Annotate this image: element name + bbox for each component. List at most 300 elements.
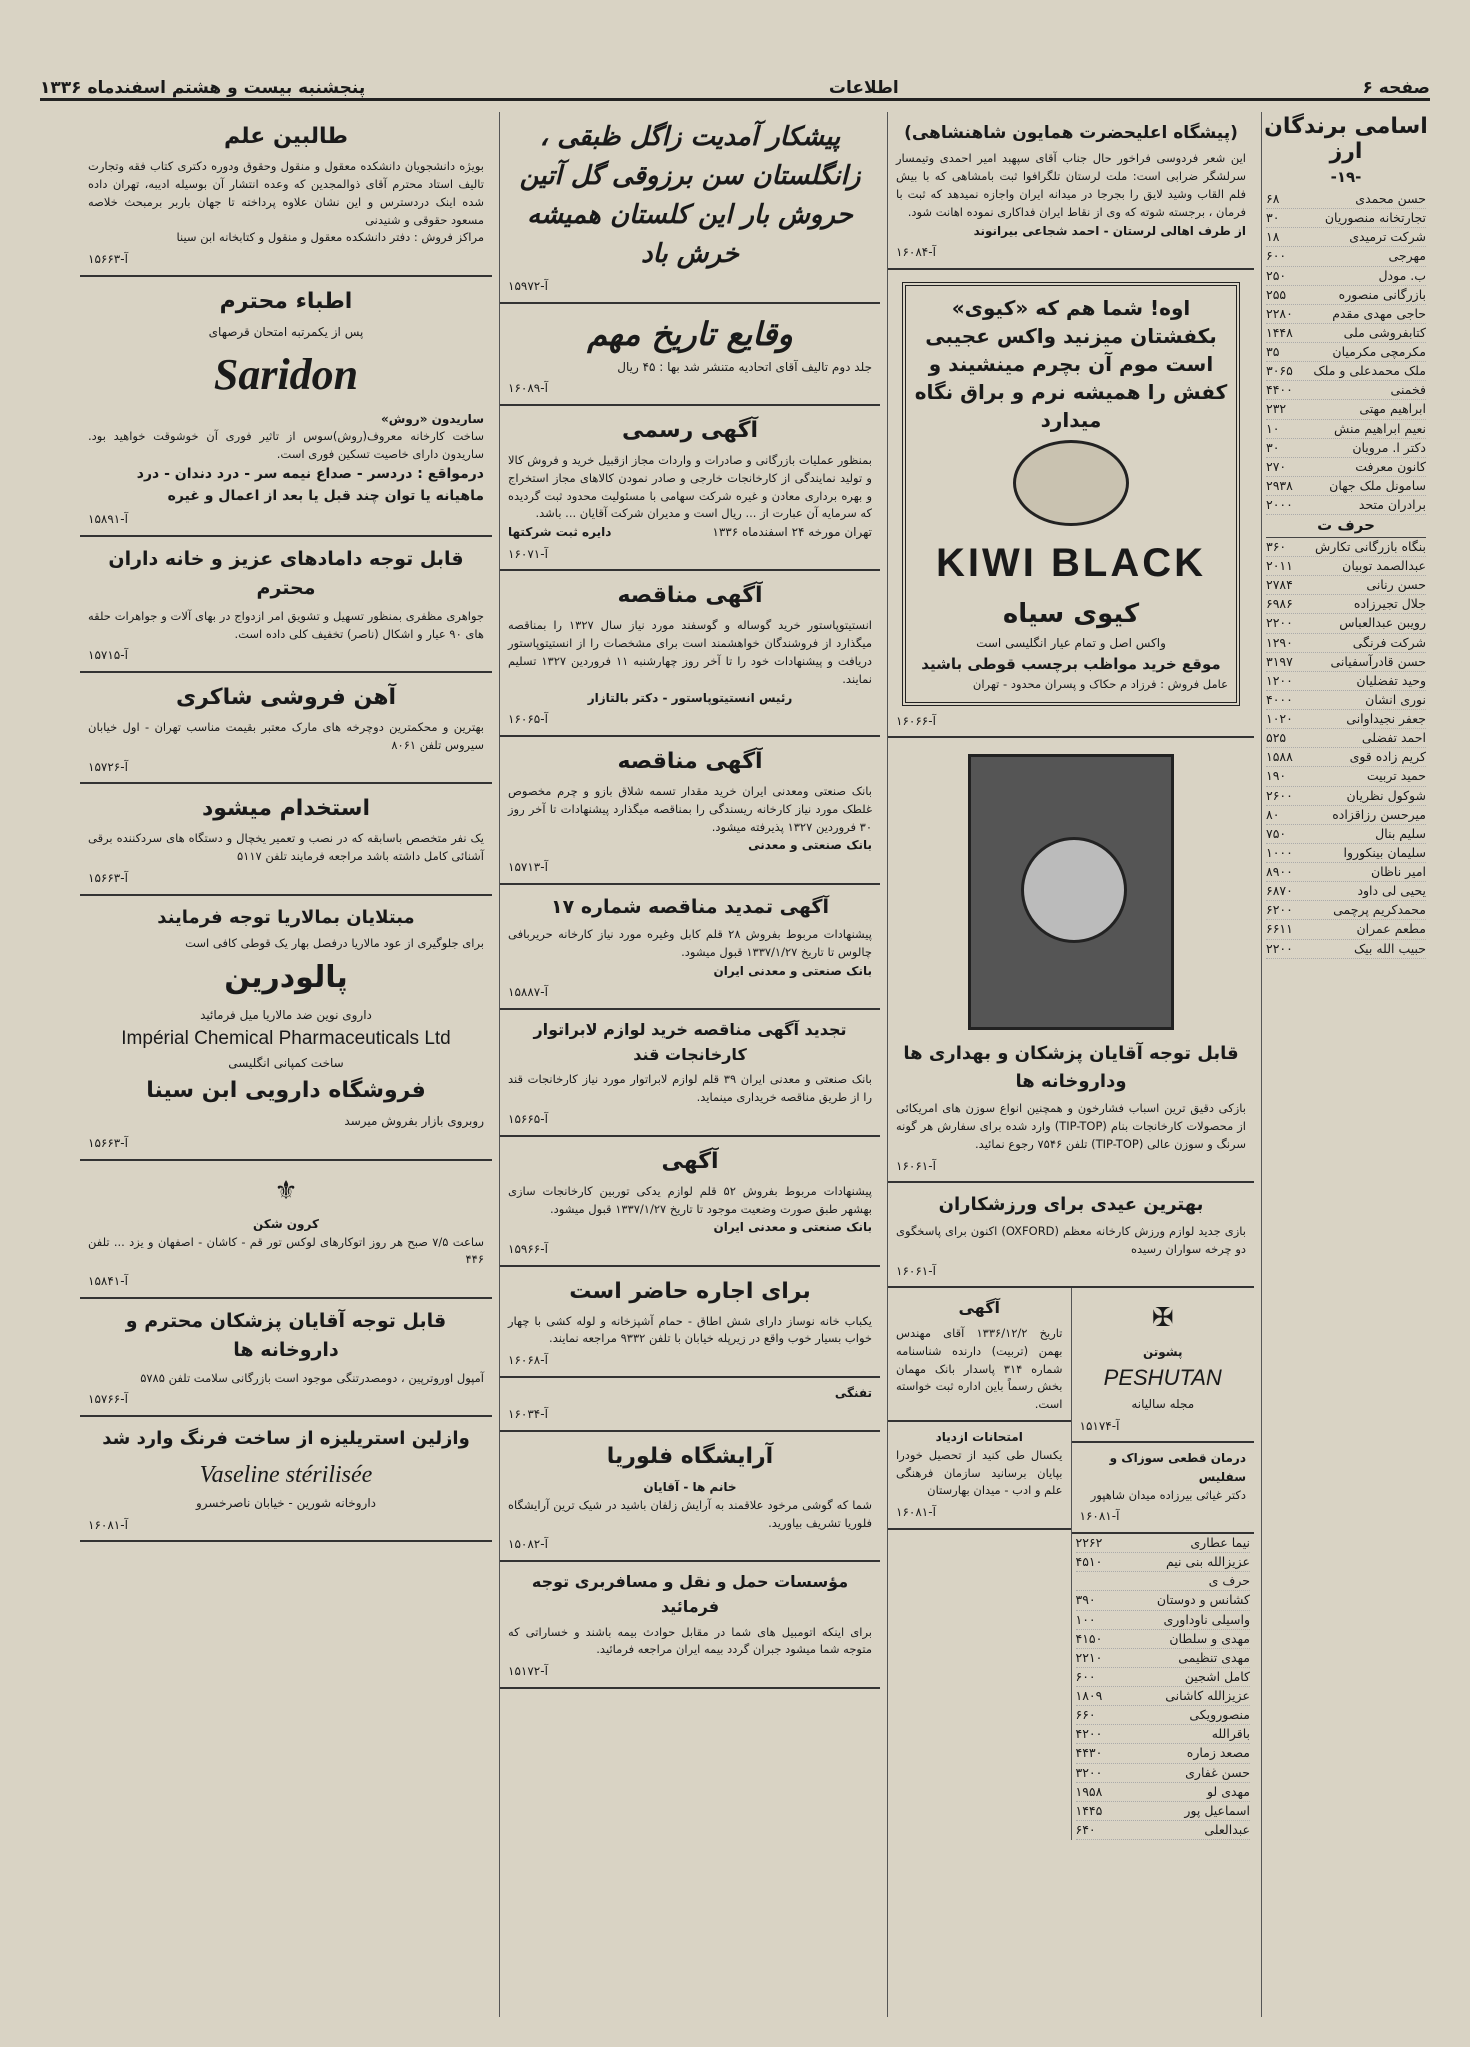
list-item: [1076, 1802, 1251, 1821]
students-title: طالبین علم: [224, 124, 348, 149]
list-item: [1076, 1687, 1251, 1706]
winner-amount: ۲۷۸۴: [1266, 577, 1293, 593]
salon-body: شما که گوشی مرخود علاقمند به آرایش زلفان باشید در شیک ترین آرایشگاه فلوریا تشریف بیاورید.: [508, 1497, 872, 1530]
winner-name: سلیمان بینکوروا: [1343, 844, 1426, 860]
winners-list-3: [1072, 1534, 1255, 1840]
list-item: [1266, 247, 1426, 266]
kiwi-note: واکس اصل و تمام عیار انگلیسی است: [976, 636, 1166, 651]
winner-amount: ۲۶۰۰: [1266, 787, 1293, 803]
ad5-title: آگهی: [661, 1148, 719, 1174]
ici-fa: ساخت کمپانی انگلیسی: [228, 1055, 344, 1070]
winners-list-2: [1262, 538, 1430, 959]
list-item: [1266, 844, 1426, 863]
winner-name: سامونل ملک جهان: [1329, 477, 1426, 493]
winner-name: حاجی مهدی مقدم: [1332, 305, 1426, 321]
winner-amount: ۶۸: [1266, 191, 1280, 206]
winner-amount: ۸۹۰۰: [1266, 864, 1293, 879]
winner-name: مهدی لو: [1206, 1783, 1250, 1799]
ad-code: آ-۱۶۰۸۹: [508, 381, 548, 396]
winner-name: حسن محمدی: [1355, 191, 1426, 206]
winner-amount: ۲۵۰: [1266, 267, 1287, 283]
ad-code: آ-۱۵۶۶۵: [508, 1112, 548, 1127]
peshutan-ad: [1072, 1288, 1255, 1443]
clinic-ad: [1072, 1443, 1255, 1534]
oxford-body: بازی جدید لوازم ورزش کارخانه معظم (OXFORD) اکنون برای پاسخگوی دو چرخه سواران رسیده: [896, 1224, 1246, 1256]
winner-name: کریم زاده قوی: [1349, 749, 1426, 765]
malaria-title: مبتلایان بمالاریا توجه فرمایند: [157, 906, 415, 928]
winner-name: ملک محمدعلی و ملک: [1313, 363, 1426, 379]
tender-title: آگهی مناقصه: [617, 748, 763, 774]
ad-code: آ-۱۵۷۶۶: [88, 1392, 128, 1407]
jewel-body: جواهری مظفری بمنظور تسهیل و تشویق امر ازدواج در بهای آلات و جواهرات حلقه های ۹۰ عیار و اشکال (ناصر) تخفیف کلی داده است.: [88, 608, 484, 641]
winner-amount: ۲۳۲: [1266, 401, 1287, 417]
paludrine-ad: [80, 896, 492, 1161]
winner-amount: ۶۹۸۶: [1266, 596, 1293, 612]
list-item: [1266, 729, 1426, 748]
winners-subtitle: -۱۹-: [1330, 168, 1362, 186]
oxford-title: بهترین عیدی برای ورزشکاران: [938, 1194, 1204, 1216]
tender-body: پیشنهادات مربوط بفروش ۲۸ قلم کابل وغیره مورد نیاز کارخانه حریربافی چالوس تا تاریخ ۱۳۳۷/۱/۲۷ قبول میشود.: [508, 927, 872, 959]
winner-name: نیما عطاری: [1190, 1535, 1250, 1551]
jewel-title: قابل توجه دامادهای عزیز و خانه داران محترم: [108, 547, 464, 600]
paludrine-name: پالودرین: [224, 960, 348, 996]
winner-amount: ۱۸: [1266, 229, 1280, 245]
ad5-body: پیشنهادات مربوط بفروش ۵۲ قلم لوازم یدکی توربین کارخانجات سازی بهشهر طبق صورت وضعیت موجود تا تاریخ ۱۳۳۷/۱/۲۷ قبول میشود.: [508, 1183, 872, 1216]
winner-name: نوری انشان: [1365, 691, 1426, 707]
winner-name: کامل اشجین: [1184, 1668, 1250, 1684]
tender-1: [500, 571, 880, 737]
crown-ad: [80, 1161, 492, 1299]
ad-code: آ-۱۶۰۶۸: [508, 1353, 548, 1368]
winner-name: باقرالله: [1211, 1726, 1250, 1742]
doctors-ad: [80, 1299, 492, 1417]
salon-sub: خانم ها - آقایان: [643, 1480, 737, 1495]
winner-name: عبدالصمد توبیان: [1342, 558, 1426, 573]
notice-ad: [888, 1288, 1071, 1422]
ad-code: آ-۱۵۷۲۶: [88, 759, 128, 774]
list-item: [1076, 1553, 1251, 1572]
tender-2: [500, 737, 880, 885]
list-item: [1266, 477, 1426, 496]
book-ad: [500, 304, 880, 406]
ibnsina-name: فروشگاه دارویی ابن سینا: [146, 1078, 426, 1104]
list-item: [1266, 381, 1426, 400]
list-item: [1266, 458, 1426, 477]
list-item: [1266, 439, 1426, 458]
list-item: [1266, 920, 1426, 939]
kiwi-foot: موقع خرید مواظب برچسب قوطی باشید: [921, 654, 1221, 673]
winner-name: سلیم بنال: [1375, 825, 1426, 841]
vaseline-title: وازلین استریلیزه از ساخت فرنگ وارد شد: [102, 1428, 470, 1450]
ad-code: آ-۱۶۰۳۴: [508, 1407, 548, 1422]
kiwi-brand: KIWI BLACK: [936, 540, 1206, 585]
ad-5: [500, 1137, 880, 1267]
winner-name: مکرمچی مکرمیان: [1332, 344, 1426, 359]
list-item: [1266, 496, 1426, 515]
winner-amount: ۶۶۱۱: [1266, 921, 1293, 937]
winner-amount: ۱۲۰۰: [1266, 672, 1293, 688]
list-item: [1076, 1821, 1251, 1840]
winner-amount: ۱۵۸۸: [1266, 749, 1293, 765]
exam-title: امتحانات ازدیاد: [935, 1430, 1023, 1445]
list-item: [1076, 1764, 1251, 1783]
ad-code: آ-۱۵۸۴۱: [88, 1274, 128, 1289]
column-3: [499, 112, 880, 2017]
list-item: [1266, 806, 1426, 825]
list-item: [1266, 691, 1426, 710]
doctors-title: قابل توجه آقایان پزشکان محترم و داروخانه ها: [125, 1309, 447, 1362]
saridon-sub: پس از یکمرتبه امتحان قرصهای: [208, 324, 364, 339]
winner-name: جعفر نجیداوانی: [1346, 711, 1426, 726]
winner-name: رویبن عبدالعباس: [1339, 615, 1426, 631]
winner-amount: ۱۴۴۸: [1266, 324, 1293, 340]
winner-amount: ۲۲۶۲: [1075, 1535, 1103, 1551]
list-item: [1266, 400, 1426, 419]
tiptop-title: قابل توجه آقایان پزشکان و بهداری ها وداروخانه ها: [903, 1043, 1239, 1093]
list-item: [1266, 614, 1426, 633]
rent-body: یکباب خانه نوساز دارای شش اطاق - حمام آشپزخانه و لوله کشی با چهار خواب بسیار خوب واقع در زیرپله خیابان با تلفن ۹۳۳۲ مراجعه نمایند.: [508, 1313, 872, 1346]
lost-title: تفنگی: [834, 1385, 872, 1400]
winner-amount: ۲۲۰۰: [1266, 615, 1293, 631]
saridon-fa: ساریدون «روش»: [381, 411, 484, 426]
list-item: [1266, 343, 1426, 362]
winner-name: کانون معرفت: [1355, 458, 1426, 474]
poem-calligraphy: پیشکار آمدیت زاگل ظبقی ، زانگلستان سن برزوقی گل آتین حروش بار این کلستان همیشه خرش باد: [519, 122, 861, 269]
winner-amount: ۱۹۰: [1266, 768, 1287, 784]
winner-amount: ۴۰۰۰: [1266, 691, 1293, 707]
ad-code: آ-۱۵۸۹۱: [88, 512, 128, 527]
winner-name: کشانس و دوستان: [1156, 1592, 1250, 1608]
ad-code: آ-۱۶۰۸۱: [88, 1517, 128, 1532]
winner-name: کتابفروشی ملی: [1343, 324, 1426, 340]
clinic-title: درمان قطعی سوزاک و سفلیس: [1109, 1451, 1246, 1485]
ad-code: آ-۱۶۰۶۱: [896, 1158, 936, 1173]
winner-name: اسماعیل پور: [1184, 1802, 1250, 1818]
winner-amount: ۲۲۰۰: [1266, 940, 1293, 956]
students-ad: [80, 112, 492, 277]
book-volume: جلد دوم تالیف آقای اتحادیه متنشر شد بها : ۴۵ ریال: [617, 359, 872, 374]
notice-title: آگهی: [958, 1298, 1001, 1318]
winner-amount: ۴۴۳۰: [1075, 1745, 1103, 1761]
list-item: [1076, 1725, 1251, 1744]
winner-amount: ۶۴۰: [1075, 1821, 1096, 1837]
hire-body: یک نفر متخصص باسابقه که در نصب و تعمیر یخچال و دستگاه های سردکننده برقی آشنائی کامل داشته باشد مراجعه فرمایند تلفن ۵۱۱۷: [88, 831, 484, 864]
ad-code: آ-۱۵۸۸۷: [508, 985, 548, 1000]
saridon-logo: Saridon: [213, 350, 359, 400]
winner-name: احمد تفضلی: [1361, 730, 1426, 746]
paludrine-desc: داروی نوین ضد مالاریا میل فرمائید: [200, 1007, 372, 1022]
ibnsina-sub: روبروی بازار بفروش میرسد: [344, 1114, 484, 1129]
list-item: [1266, 286, 1426, 305]
iron-ad: [80, 673, 492, 784]
exam-body: یکسال طی کنید از تحصیل خودرا بپایان برسانید سازمان فرهنگی علم و ادب - میدان بهارستان: [896, 1447, 1063, 1498]
ad-code: آ-۱۵۷۱۵: [88, 648, 128, 663]
winner-amount: ۷۵۰: [1266, 825, 1287, 841]
winner-amount: ۸۰: [1266, 806, 1280, 822]
tiptop-ad: [888, 738, 1254, 1183]
winner-name: نعیم ابراهیم منش: [1334, 420, 1426, 436]
kiwi-tin-image: [1013, 440, 1129, 526]
winner-name: مهرجی: [1388, 248, 1426, 264]
winner-amount: ۲۹۳۸: [1266, 477, 1293, 493]
winner-name: میرحسن رزاقزاده: [1332, 806, 1426, 822]
winner-amount: ۱۲۹۰: [1266, 634, 1293, 650]
list-item: [1266, 538, 1426, 557]
kiwi-ad: [888, 270, 1254, 739]
students-foot: مراکز فروش : دفتر دانشکده معقول و منقول و کتابخانه ابن سینا: [176, 230, 484, 245]
winner-name: فخمنی: [1390, 382, 1426, 398]
malaria-sub: برای جلوگیری از عود مالاریا درفصل بهار یک قوطی کافی است: [185, 936, 484, 951]
ad-code: آ-۱۶۰۶۶: [896, 713, 936, 728]
list-item: [1266, 557, 1426, 576]
winner-name: بنگاه بازرگانی تکارش: [1315, 538, 1426, 554]
winner-amount: ۲۰۱۱: [1266, 558, 1293, 573]
rent-title: برای اجاره حاضر است: [569, 1278, 811, 1304]
kiwi-brand-fa: کیوی سیاه: [1002, 598, 1140, 629]
official-date: تهران مورخه ۲۴ اسفندماه ۱۳۳۶: [712, 525, 872, 540]
iron-body: بهترین و محکمترین دوچرخه های مارک معتبر بقیمت مناسب تهران - اول خیابان سیروس تلفن ۸۰۶۱: [88, 720, 484, 752]
list-item: [1266, 825, 1426, 844]
list-item: [1266, 863, 1426, 882]
ad-code: آ-۱۵۷۱۳: [508, 859, 548, 874]
winner-name: واسیلی ناوداوری: [1163, 1611, 1250, 1627]
tender-title: آگهی مناقصه: [617, 583, 763, 609]
tender-title: آگهی تمدید مناقصه شماره ۱۷: [551, 895, 829, 918]
winner-amount: ۱۸۰۹: [1075, 1688, 1103, 1704]
ad-code: آ-۱۵۹۶۶: [508, 1241, 548, 1256]
winner-amount: ۶۶۰: [1075, 1707, 1096, 1723]
lost-ad: [500, 1378, 880, 1432]
list-item: [1266, 901, 1426, 920]
winner-amount: ۳۶۰: [1266, 538, 1287, 554]
winner-amount: ۳۰: [1266, 210, 1280, 226]
winner-amount: ۳۱۹۷: [1266, 653, 1293, 669]
peshutan-fa: پشوتن: [1142, 1344, 1183, 1359]
students-body: بویژه دانشجویان دانشکده معقول و منقول وحقوق ودوره دکتری کتاب فقه وتجارت تالیف استاد محترم آقای ذوالمجدین که وعده انتشار آن بوسیله ادیبه، تهران داده شده اینک دردسترس و این نشان علاوه پرداخته تا جهان باربر برمبحث خلاصه مسعود حقوقی و شنیدنی: [88, 159, 484, 227]
tender-sign: رئیس انستیتوپاستور - دکتر بالتازار: [587, 690, 793, 705]
issue-date: پنجشنبه بیست و هشتم اسفندماه ۱۳۳۶: [40, 78, 366, 98]
list-item: [1076, 1572, 1251, 1591]
winner-name: ب. مودل: [1378, 267, 1426, 283]
tender-body: انستیتوپاستور خرید گوساله و گوسفند مورد نیاز سال ۱۳۲۷ را بمناقصه میگذارد از فروشندگان خواهشمند است برای مشخصات را از انستیتوپاستور دریافت و پیشنهادات خود را تا آخر روز چهارشنبه ۱۱ فروردین ۱۳۲۷ تسلیم نمایند.: [508, 618, 872, 686]
vaseline-brand: Vaseline stérilisée: [199, 1461, 373, 1488]
ad-code: آ-۱۵۶۶۳: [88, 1136, 128, 1151]
saridon-head: اطباء محترم: [219, 288, 353, 314]
list-item: [1076, 1534, 1251, 1553]
winner-amount: ۲۵۵: [1266, 286, 1287, 302]
winner-amount: ۴۱۵۰: [1075, 1630, 1103, 1646]
winner-name: حبیب الله بیک: [1353, 940, 1426, 956]
peshutan-brand: PESHUTAN: [1103, 1365, 1222, 1391]
list-item: [1266, 595, 1426, 614]
winner-name: عزیزالله کاشانی: [1165, 1688, 1250, 1704]
transport-ad: [500, 1562, 880, 1689]
winner-name: مصعد زماره: [1186, 1745, 1250, 1761]
winner-name: دکتر ا. مرویان: [1352, 439, 1426, 455]
column-2: [887, 112, 1254, 2017]
tender-body: بانک صنعتی ومعدنی ایران خرید مقدار تسمه شلاق بازو و چرم مخصوص غلطک مورد نیاز کارخانه ریسندگی را بمناقصه میگذارد پیشنهادات تا آخر روز ۳۰ فروردین ۱۳۲۷ پذیرفته میشود.: [508, 783, 872, 834]
list-item: [1266, 305, 1426, 324]
list-item: [1266, 767, 1426, 786]
winner-name: شوکول نظریان: [1346, 787, 1426, 803]
ad-code: آ-۱۶۰۶۵: [508, 712, 548, 727]
list-item: [1266, 324, 1426, 343]
petition-ad: [888, 112, 1254, 270]
official-title: آگهی رسمی: [621, 417, 759, 443]
exam-ad: [888, 1422, 1071, 1530]
winner-amount: ۶۲۰۰: [1266, 902, 1293, 918]
winner-amount: ۵۲۵: [1266, 730, 1287, 746]
tender-sign: بانک صنعتی و معدنی: [748, 838, 872, 853]
winner-amount: ۱۰۲۰: [1266, 711, 1293, 726]
ad-code: آ-۱۵۰۸۲: [508, 1537, 548, 1552]
winner-name: شرکت فرنگی: [1352, 634, 1426, 650]
winner-amount: ۱۰: [1266, 420, 1280, 436]
list-item: [1076, 1783, 1251, 1802]
winner-amount: ۱۴۴۵: [1075, 1802, 1103, 1818]
official-sign: دایره ثبت شرکتها: [508, 525, 612, 540]
tender-3: [500, 885, 880, 1010]
list-item: [1266, 882, 1426, 901]
list-item: [1266, 228, 1426, 247]
list-item: [1076, 1706, 1251, 1725]
winner-amount: ۳۰۶۵: [1266, 363, 1293, 379]
winner-amount: ۱۰۰: [1075, 1611, 1096, 1627]
winner-name: محمدکریم پرچمی: [1333, 902, 1426, 918]
winner-amount: ۲۰۰۰: [1266, 497, 1293, 512]
saridon-pain: درمواقع : دردسر - صداع نیمه سر - درد دندان - درد ماهیانه یا توان چند قبل یا بعد از اعمال و غیره: [136, 465, 484, 504]
ad-code: آ-۱۶۰۶۱: [896, 1263, 936, 1278]
winner-amount: ۶۰۰: [1266, 248, 1287, 264]
winner-amount: ۲۲۸۰: [1266, 305, 1293, 321]
ad-code: آ-۱۵۱۷۲: [508, 1664, 548, 1679]
winner-name: مهدی و سلطان: [1169, 1630, 1250, 1646]
ici-brand: Impérial Chemical Pharmaceuticals Ltd: [121, 1028, 451, 1050]
list-item: [1076, 1611, 1251, 1630]
ad-code: آ-۱۵۶۶۳: [88, 870, 128, 885]
list-item: [1076, 1591, 1251, 1610]
winner-name: حسن قادرآسفیانی: [1330, 653, 1426, 669]
list-item: [1266, 748, 1426, 767]
winner-amount: ۱۹۵۸: [1075, 1783, 1103, 1799]
jewel-ad: [80, 537, 492, 673]
winner-name: منصورویکی: [1189, 1707, 1250, 1723]
list-item: [1266, 710, 1426, 729]
list-item: [1266, 576, 1426, 595]
winner-name: حسن رنانی: [1366, 577, 1426, 593]
winner-amount: ۴۵۱۰: [1075, 1554, 1103, 1570]
page-number: صفحه ۶: [1362, 78, 1430, 98]
transport-body: برای اینکه اتومبیل های شما در مقابل حوادث بیمه باشند و خساراتی که متوجه شما میشود جبران گردد بیمه ایران مراجعه فرمائید.: [508, 1624, 872, 1657]
winner-name: مطعم عمران: [1356, 921, 1426, 937]
list-item: [1266, 190, 1426, 209]
vaseline-ad: [80, 1417, 492, 1542]
winners-list: [1262, 190, 1430, 515]
list-item: [1266, 787, 1426, 806]
transport-title: مؤسسات حمل و نقل و مسافربری توجه فرمائید: [531, 1571, 849, 1616]
winged-emblem-icon: ⚜: [274, 1175, 298, 1206]
list-item: [1076, 1630, 1251, 1649]
notice-body: تاریخ ۱۳۳۶/۱۲/۲ آقای مهندس بهمن (تربیت) دارنده شناسنامه شماره ۳۱۴ پاسدار بانک مهمان بخش رسماً باین اداره ثبت خواسته است.: [896, 1326, 1063, 1412]
ad5-sign: بانک صنعتی و معدنی ایران: [713, 1220, 872, 1235]
salon-ad: [500, 1432, 880, 1562]
winner-name: امیر ناظان: [1370, 864, 1426, 879]
ad-code: آ-۱۵۹۷۲: [508, 279, 548, 293]
list-item: [1266, 267, 1426, 286]
winner-amount: ۶۸۷۰: [1266, 883, 1293, 899]
doctors-body: آمپول اوروترپین ، دومصدرتنگی موجود است بازرگانی سلامت تلفن ۵۷۸۵: [140, 1370, 484, 1385]
official-body: بمنظور عملیات بازرگانی و صادرات و واردات مجاز ازقبیل خرید و فروش کالا و تولید نمایندگی از کارخانجات خارجی و صادر نمودن کالاهای مجاز استخراج و بهره برداری معادن و غیره شرکت سهامی با مسئولیت محدود ثبت گردیده که سرمایه آن عبارت از ... ریال است و مدیران شرکت آقایان ... باشد.: [508, 452, 872, 521]
winner-name: برادران متحد: [1358, 497, 1426, 512]
poem-ad: [500, 112, 880, 304]
winner-name: وحید تفضلیان: [1356, 672, 1426, 688]
book-title: وقایع تاریخ مهم: [587, 314, 793, 353]
blood-pressure-gauge-image: [968, 754, 1174, 1030]
column-4: [80, 112, 492, 2017]
page-header: [40, 70, 1430, 101]
saridon-ad: [80, 277, 492, 537]
ad-code: آ-۱۶۰۸۴: [896, 245, 936, 260]
winners-title: اسامی برندگان ارز: [1264, 114, 1428, 164]
ad-code: آ-۱۶۰۸۱: [1079, 1509, 1120, 1524]
petition-title: (پیشگاه اعلیحضرت همایون شاهنشاهی): [904, 123, 1238, 143]
list-item: [1076, 1649, 1251, 1668]
kiwi-agent: عامل فروش : فرزاد م حکاک و پسران محدود - تهران: [972, 676, 1228, 691]
winner-amount: ۳۵: [1266, 344, 1280, 359]
petition-sign: از طرف اهالی لرستان - احمد شجاعی بیرانوند: [973, 223, 1246, 238]
official-notice: [500, 406, 880, 572]
winner-amount: ۲۲۱۰: [1075, 1649, 1103, 1665]
winner-amount: ۳۹۰: [1075, 1592, 1096, 1608]
tender-4: [500, 1010, 880, 1137]
salon-title: آرایشگاه فلوریا: [606, 1444, 774, 1470]
crown-title: کرون شکن: [253, 1216, 319, 1231]
ad-code: آ-۱۶۰۸۱: [896, 1505, 936, 1520]
list-item: [1076, 1744, 1251, 1763]
winner-name: تجارتخانه منصوریان: [1324, 210, 1426, 226]
clinic-body: دکتر غیاثی بیرزاده میدان شاهپور: [1090, 1487, 1246, 1502]
winner-name: حرف ی: [1208, 1573, 1250, 1589]
winner-name: یحیی لی داود: [1357, 883, 1426, 899]
tender-sign: بانک صنعتی و معدنی ایران: [713, 963, 872, 978]
tiptop-body: بازکی دقیق ترین اسباب فشارخون و همچنین انواع سوزن های امریکائی از محصولات کارخانجات بنام (TIP-TOP) وارد شده برای سفارش هر گونه سرنگ و سوزن عالی (TIP-TOP) تلفن ۷۵۴۶ رجوع نمائید.: [896, 1101, 1246, 1151]
list-item: [1266, 653, 1426, 672]
vaseline-foot: داروخانه شورین - خیابان ناصرخسرو: [195, 1496, 377, 1511]
list-item: [1266, 209, 1426, 228]
oxford-ad: [888, 1183, 1254, 1288]
winner-amount: ۳۲۰۰: [1075, 1764, 1103, 1780]
winner-name: شرکت ترمیدی: [1349, 229, 1426, 245]
winner-name: جلال تجیرزاده: [1353, 596, 1426, 612]
iron-title: آهن فروشی شاکری: [175, 684, 397, 710]
list-item: [1076, 1668, 1251, 1687]
kiwi-headline: اوه! شما هم که «کیوی» بکفشتان میزنید واکس عجیبی است موم آن بچرم مینشیند و کفش را همیشه نرم و براق نگاه میدارد: [914, 295, 1228, 432]
tender-body: بانک صنعتی و معدنی ایران ۳۹ قلم لوازم لابراتوار مورد نیاز کارخانجات قند را از طریق مناقصه خریداری مینماید.: [508, 1072, 872, 1105]
rent-ad: [500, 1267, 880, 1378]
peshutan-sub: مجله سالیانه: [1131, 1397, 1195, 1412]
ad-code: آ-۱۵۱۷۴: [1079, 1418, 1120, 1433]
list-item: [1266, 940, 1426, 959]
list-item: [1266, 362, 1426, 381]
winner-name: ابراهیم مهتی: [1359, 401, 1426, 417]
list-item: [1266, 672, 1426, 691]
winners-column: [1261, 112, 1430, 2017]
winner-name: عبدالعلی: [1204, 1821, 1250, 1837]
hire-ad: [80, 784, 492, 895]
winner-amount: ۴۲۰۰: [1075, 1726, 1103, 1742]
winner-amount: ۱۰۰۰: [1266, 844, 1293, 860]
list-item: [1266, 420, 1426, 439]
